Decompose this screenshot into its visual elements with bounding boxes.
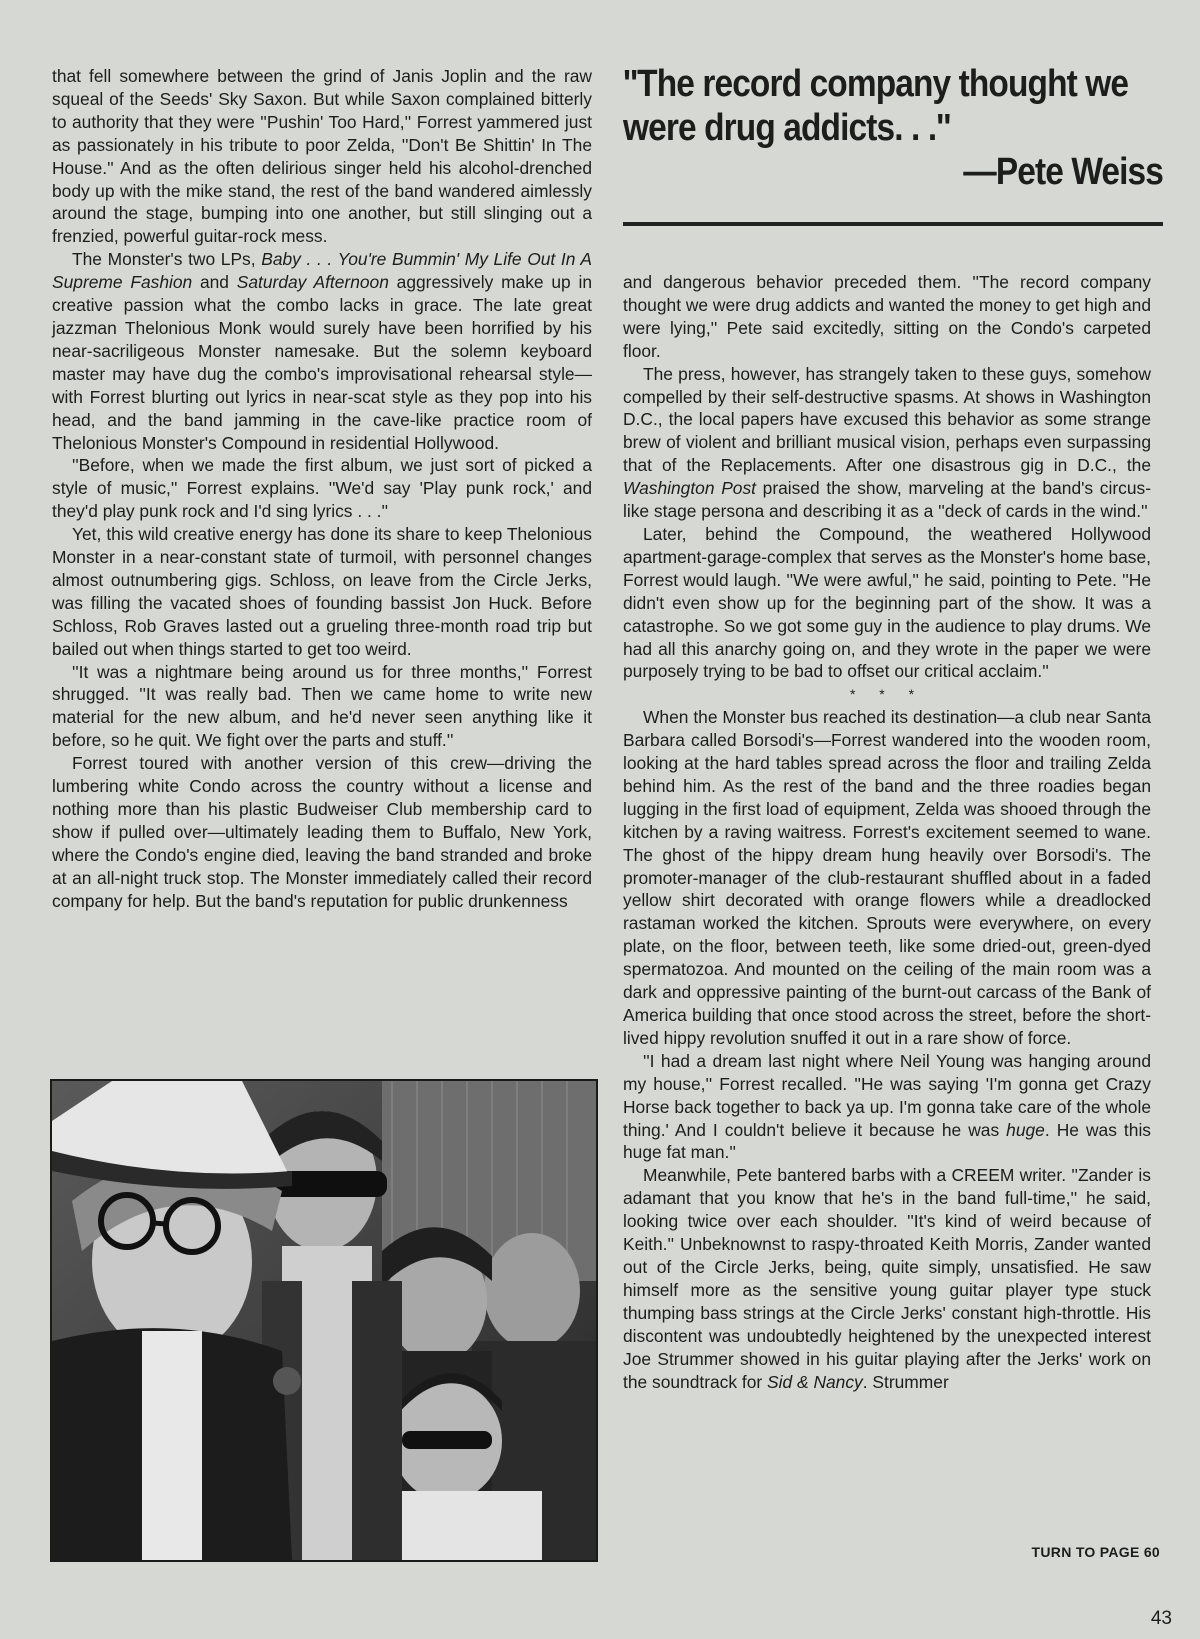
paragraph: [52, 248, 592, 454]
text-run: The press, however, has strangely taken to these guys, somehow compelled by their self-destructive spasms. At shows in Washington D.C., the local papers have excused this behavior as some strange brew of violent and brilliant musical vision, perhaps even surpassing that of the Replacements. After one disastrous gig in D.C., the: [623, 363, 1151, 476]
paragraph: [623, 1164, 1151, 1393]
text-run: praised the show, marveling at the band's circus-like stage persona and describing it as a ''deck of cards in the wind.'': [623, 478, 1152, 522]
film-title: Sid & Nancy: [767, 1371, 863, 1392]
paragraph: [623, 363, 1151, 523]
text-run: . Strummer: [862, 1371, 949, 1392]
paragraph: When the Monster bus reached its destination—a club near Santa Barbara called Borsodi's—Forrest wandered into the wooden room, looking at the hard tables spread across the floor and trailing Zelda behind him. As the rest of the band and the three roadies began lugging in the first load of equipment, Zelda was shooed through the kitchen by a raving waitress. Forrest's excitement seemed to wane. The ghost of the hippy dream hung heavily over Borsodi's. The promoter-manager of the club-restaurant shuffled about in a faded yellow shirt decorated with orange flowers while a dreadlocked rastaman worked the kitchen. Sprouts were everywhere, on every plate, on the floor, between teeth, like some dried-out, green-dyed spermatozoa. And mounted on the ceiling of the main room was a dark and oppressive painting of the burnt-out carcass of the Bank of America building that once stood across the street, before the short-lived hippy revolution snuffed it out in a rare show of force.: [623, 707, 1151, 1048]
continuation-note: TURN TO PAGE 60: [1031, 1544, 1160, 1560]
pull-quote-rule: [623, 222, 1163, 226]
pull-quote-attribution: —Pete Weiss: [963, 151, 1163, 193]
paragraph: Later, behind the Compound, the weathered Hollywood apartment-garage-complex that serves as the Monster's home base, Forrest would laugh. ''We were awful,'' he said, pointing to Pete. ''He didn't even show up for the beginning part of the show. It was a catastrophe. So we got some guy in the audience to play drums. We had all this anarchy going on, and they wrote in the paper we were purposely trying to be bad to offset our critical acclaim.'': [623, 523, 1151, 682]
text-run: Meanwhile, Pete bantered barbs with a CREEM writer. ''Zander is adamant that you know that he's in the band full-time,'' he said, looking twice over each shoulder. ''It's kind of weird because of Keith.'' Unbeknownst to raspy-throated Keith Morris, Zander wanted out of the Circle Jerks, being, quite simply, unsatisfied. He saw himself more as the sensitive young guitar player type stuck thumping bass strings at the Circle Jerks' constant high-throttle. His discontent was undoubtedly heightened by the unexpected interest Joe Strummer showed in his guitar playing after the Jerks' work on the soundtrack for: [623, 1165, 1151, 1392]
paragraph: and dangerous behavior preceded them. ''The record company thought we were drug addicts and wanted the money to get high and were lying,'' Pete said excitedly, sitting on the Condo's carpeted floor.: [623, 272, 1151, 361]
paragraph: ''Before, when we made the first album, we just sort of picked a style of music,'' Forrest explains. ''We'd say 'Play punk rock,' and they'd play punk rock and I'd sing lyrics . . .'': [52, 455, 592, 522]
album-title: Baby . . . You're Bummin' My Life Out In A Supreme Fashion: [52, 249, 592, 293]
newspaper-title: Washington Post: [623, 478, 756, 499]
text-run: . He was this huge fat man.'': [623, 1119, 1151, 1163]
page-number: 43: [1150, 1608, 1172, 1629]
pull-quote: [623, 62, 1163, 194]
text-run: and: [192, 272, 237, 293]
band-photo: [50, 1079, 598, 1562]
paragraph: that fell somewhere between the grind of Janis Joplin and the raw squeal of the Seeds' Sky Saxon. But while Saxon complained bitterly to authority that they were ''Pushin' Too Hard,'' Forrest yammered just as passionately in his tribute to poor Zelda, ''Don't Be Shittin' In The House.'' And as the often delirious singer held his alcohol-drenched body up with the mike stand, the rest of the band wandered aimlessly around the stage, bumping into one another, but still slinging out a frenzied, powerful guitar-rock mess.: [52, 66, 592, 247]
section-separator: * * *: [849, 686, 925, 703]
album-title: Saturday Afternoon: [236, 272, 389, 293]
text-run: The Monster's two LPs,: [72, 249, 262, 270]
band-photo-illustration: [52, 1081, 596, 1560]
emphasis: huge: [1006, 1119, 1045, 1140]
paragraph: ''It was a nightmare being around us for three months,'' Forrest shrugged. ''It was really bad. Then we came home to write new material for the new album, and he'd never seen anything like it before, so he quit. We fight over the parts and stuff.'': [52, 661, 592, 751]
text-run: ''I had a dream last night where Neil Young was hanging around my house,'' Forrest recalled. ''He was saying 'I'm gonna get Crazy Horse back together to back ya up. I'm gonna take care of the whole thing.' And I couldn't believe it because he was: [623, 1050, 1151, 1140]
pull-quote-text: ''The record company thought we were drug addicts. . .'': [623, 63, 1129, 149]
text-run: aggressively make up in creative passion what the combo lacks in grace. The late great jazzman Thelonious Monk would surely have been horrified by his near-sacriligeous Monster namesake. But the solemn keyboard master may have dug the combo's improvisational rehearsal style—with Forrest blurting out lyrics in near-scat style as they pop into his head, and the band jamming in the cave-like practice room of Thelonious Monster's Compound in residential Hollywood.: [52, 272, 592, 453]
left-column: [52, 65, 592, 913]
paragraph: [623, 1050, 1151, 1165]
right-column: [623, 271, 1151, 1393]
paragraph: Forrest toured with another version of this crew—driving the lumbering white Condo across the country without a license and nothing more than his plastic Budweiser Club membership card to show if pulled over—ultimately leading them to Buffalo, New York, where the Condo's engine died, leaving the band stranded and broke at an all-night truck stop. The Monster immediately called their record company for help. But the band's reputation for public drunkenness: [52, 753, 592, 911]
paragraph: Yet, this wild creative energy has done its share to keep Thelonious Monster in a near-constant state of turmoil, with personnel changes almost outnumbering gigs. Schloss, on leave from the Circle Jerks, was filling the vacated shoes of founding bassist Jon Huck. Before Schloss, Rob Graves lasted out a grueling three-month road trip but bailed out when things started to get too weird.: [52, 524, 592, 659]
